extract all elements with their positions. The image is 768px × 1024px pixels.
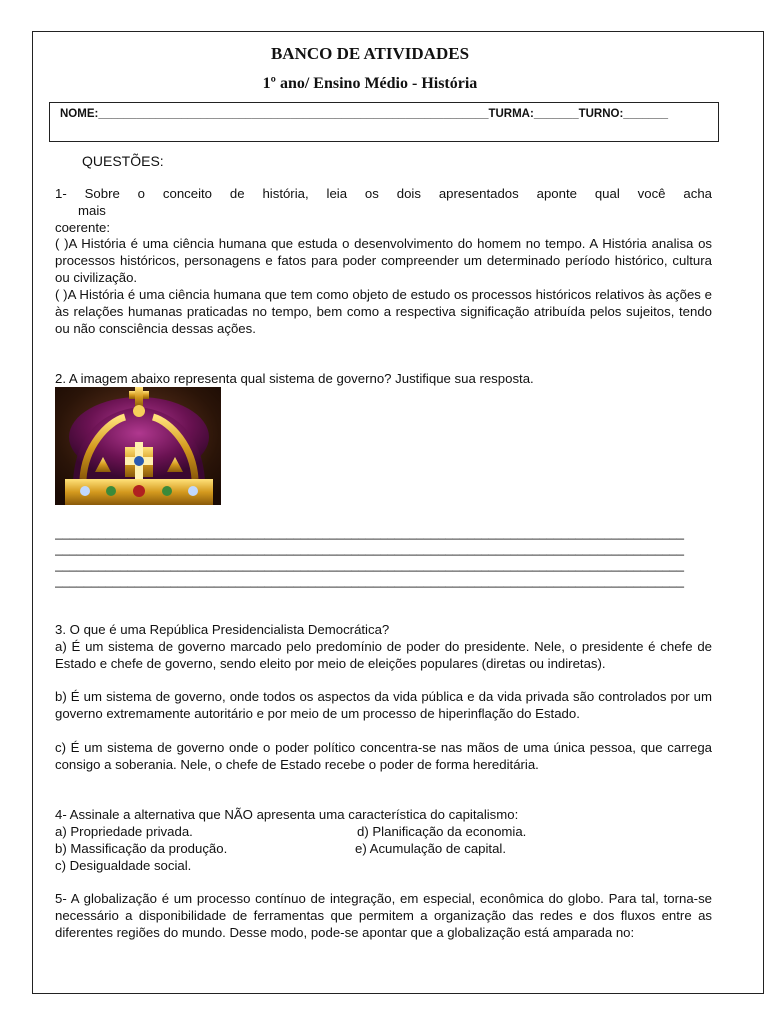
q4-option-d[interactable]: d) Planificação da economia. bbox=[357, 824, 527, 839]
q1-prompt-cont: mais bbox=[78, 203, 106, 218]
q2-prompt: 2. A imagem abaixo representa qual sistema de governo? Justifique sua resposta. bbox=[55, 371, 534, 386]
worksheet-title: BANCO DE ATIVIDADES bbox=[270, 44, 470, 63]
worksheet-subtitle: 1º ano/ Ensino Médio - História bbox=[262, 75, 478, 92]
student-info-fields[interactable]: NOME:_____________________________________________________________TURMA:_______TURNO:_______ bbox=[60, 108, 669, 120]
q3-option-c[interactable]: c) É um sistema de governo onde o poder político concentra-se nas mãos de uma única pessoa, que carrega consigo a soberania. Nele, o chefe de Estado recebe o poder de forma hereditária. bbox=[55, 740, 712, 772]
q3-prompt: 3. O que é uma República Presidencialista Democrática? bbox=[55, 622, 390, 637]
section-label: QUESTÕES: bbox=[82, 153, 164, 169]
q2-answer-lines[interactable] bbox=[55, 525, 708, 589]
q5-prompt: 5- A globalização é um processo contínuo de integração, em especial, econômica do globo. Para tal, torna-se necessário a disponibilidade de ferramentas que permitem a organização das redes e dos fluxos entre as diferentes regiões do mundo. Desse modo, pode-se apontar que a globalização está amparada no: bbox=[55, 891, 712, 940]
q1-option-2[interactable]: ( )A História é uma ciência humana que tem como objeto de estudo os processos históricos relativos às ações e às relações humanas praticadas no tempo, bem como a respectiva significação atribuída pelos sujeitos, tendo ou não consciência dessas ações. bbox=[55, 287, 712, 336]
student-info-box bbox=[49, 102, 719, 142]
answer-line[interactable]: _______________________________________________________________________________________ bbox=[55, 525, 685, 540]
q1-prompt-end: coerente: bbox=[55, 220, 110, 235]
q4-option-c[interactable]: c) Desigualdade social. bbox=[55, 858, 192, 873]
q4-prompt: 4- Assinale a alternativa que NÃO apresenta uma característica do capitalismo: bbox=[55, 807, 519, 822]
q4-option-a[interactable]: a) Propriedade privada. bbox=[55, 824, 193, 839]
answer-line[interactable]: _______________________________________________________________________________________ bbox=[55, 541, 685, 556]
q1-option-1[interactable]: ( )A História é uma ciência humana que estuda o desenvolvimento do homem no tempo. A História analisa os processos históricos, personagens e fatos para poder compreender um determinado período histórico, cultura ou civilização. bbox=[55, 236, 712, 285]
answer-line[interactable]: _______________________________________________________________________________________ bbox=[55, 573, 685, 588]
crown-image bbox=[55, 387, 221, 505]
answer-line[interactable]: _______________________________________________________________________________________ bbox=[55, 557, 685, 572]
q4-option-b[interactable]: b) Massificação da produção. bbox=[55, 841, 228, 856]
q3-option-a[interactable]: a) É um sistema de governo marcado pelo predomínio de poder do presidente. Nele, o presidente é chefe de Estado e chefe de governo, sendo eleito por meio de eleições populares (diretas ou indiretas). bbox=[55, 639, 712, 671]
q1-prompt: 1- Sobre o conceito de história, leia os dois apresentados aponte qual você acha bbox=[55, 186, 712, 201]
q3-option-b[interactable]: b) É um sistema de governo, onde todos os aspectos da vida pública e da vida privada são controlados por um governo extremamente autoritário e por meio de um processo de hiperinflação do Estado. bbox=[55, 689, 712, 721]
q4-option-e[interactable]: e) Acumulação de capital. bbox=[355, 841, 507, 856]
